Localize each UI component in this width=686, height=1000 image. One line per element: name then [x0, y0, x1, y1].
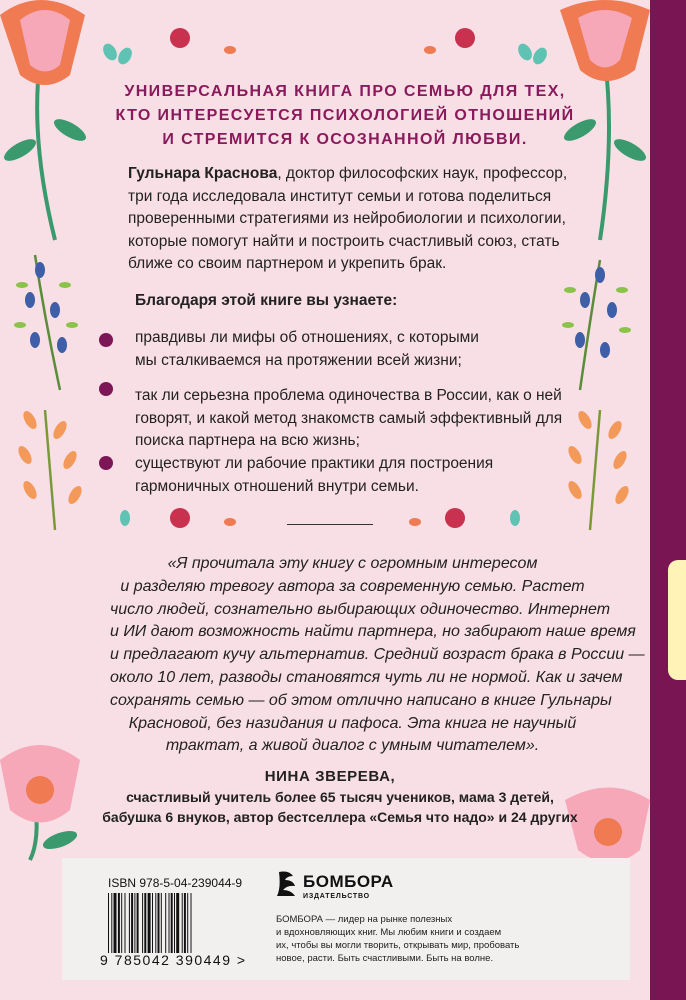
bullet-dot-icon	[99, 456, 113, 470]
quote-line: Красновой, без назидания и пафоса. Эта книга не научный	[128, 714, 577, 732]
bullet-line: поиска партнера на всю жизнь;	[135, 432, 360, 449]
intro-text: ближе со своим партнером и укрепить брак.	[128, 255, 447, 272]
spine-tab	[668, 560, 686, 680]
bullet-item	[135, 327, 585, 372]
bullet-line: существуют ли рабочие практики для построения	[135, 455, 494, 472]
barcode-number: 9 785042 390449 >	[100, 952, 247, 968]
quote-author-description	[60, 787, 620, 827]
bullet-item	[135, 385, 585, 453]
author-desc-line: бабушка 6 внуков, автор бестселлера «Семья что надо» и 24 других	[102, 809, 578, 825]
quote-line: и ИИ дают возможность найти партнера, но забирают наше время	[110, 623, 636, 641]
headline-line: И СТРЕМИТСЯ К ОСОЗНАННОЙ ЛЮБВИ.	[162, 131, 528, 148]
quote-line: «Я прочитала эту книгу с огромным интересом	[167, 555, 538, 572]
book-spine	[650, 0, 686, 1000]
author-intro	[128, 163, 608, 276]
bullet-dot-icon	[99, 333, 113, 347]
quote-author: НИНА ЗВЕРЕВА,	[264, 768, 396, 785]
bullet-line: гармоничных отношений внутри семьи.	[135, 477, 419, 495]
bombora-logo-icon	[275, 870, 299, 898]
publisher-line: новое, расти. Быть счастливыми. Быть на волне.	[276, 953, 494, 964]
publisher-line: и вдохновляющих книг. Мы любим книги и создаем	[276, 927, 502, 938]
quote-line: и разделяю тревогу автора за современную семью. Растет	[120, 577, 585, 595]
review-quote	[110, 553, 645, 758]
flower-top-left-icon	[0, 0, 89, 240]
quote-line: и предлагают кучу альтернатив. Средний возраст брака в России —	[110, 646, 645, 664]
bullet-item	[135, 453, 585, 498]
bullet-line: говорят, и какой метод знакомств самый эффективный для	[135, 409, 563, 427]
learn-heading: Благодаря этой книге вы узнаете:	[135, 292, 398, 309]
author-name: Гульнара Краснова	[128, 165, 278, 182]
quote-line: сохранять семью — об этом отлично написано в книге Гульнары	[110, 691, 612, 709]
bullet-line: так ли серьезна проблема одиночества в России, как о ней	[135, 387, 562, 404]
publisher-line: их, чтобы вы могли творить, открывать мир, пробовать	[276, 940, 520, 951]
sprig-left-icon	[14, 255, 78, 390]
divider	[287, 524, 373, 525]
isbn-label: ISBN 978-5-04-239044-9	[108, 876, 243, 890]
barcode-icon	[108, 893, 258, 953]
quote-line: около 10 лет, разводы становятся чуть ли не нормой. Как и зачем	[110, 668, 623, 686]
intro-text: , доктор философских наук, профессор,	[277, 165, 568, 182]
intro-text: которые помогут найти и построить счастливый союз, стать	[128, 232, 560, 250]
bullet-line: мы сталкиваемся на протяжении всей жизни;	[135, 351, 462, 369]
publisher-description	[276, 913, 566, 965]
bullet-dot-icon	[99, 382, 113, 396]
publisher-logo-name: БОМБОРА	[303, 872, 394, 891]
quote-line: трактат, а живой диалог с умным читателем».	[165, 737, 540, 755]
headline-line: УНИВЕРСАЛЬНАЯ КНИГА ПРО СЕМЬЮ ДЛЯ ТЕХ,	[124, 83, 566, 100]
author-desc-line: счастливый учитель более 65 тысяч учеников, мама 3 детей,	[126, 789, 554, 805]
intro-text: три года исследовала институт семьи и готова поделиться	[128, 187, 552, 205]
bullet-line: правдивы ли мифы об отношениях, с которыми	[135, 329, 479, 346]
headline-line: КТО ИНТЕРЕСУЕТСЯ ПСИХОЛОГИЕЙ ОТНОШЕНИЙ	[115, 107, 575, 124]
publisher-line: БОМБОРА — лидер на рынке полезных	[276, 914, 453, 925]
headline	[95, 80, 595, 152]
quote-line: число людей, сознательно выбирающих одиночество. Интернет	[110, 600, 611, 618]
publisher-logo-subtitle: ИЗДАТЕЛЬСТВО	[303, 893, 370, 900]
sprig-orange-left-icon	[16, 409, 85, 530]
intro-text: проверенными стратегиями из нейробиологии и психологии,	[128, 210, 566, 227]
